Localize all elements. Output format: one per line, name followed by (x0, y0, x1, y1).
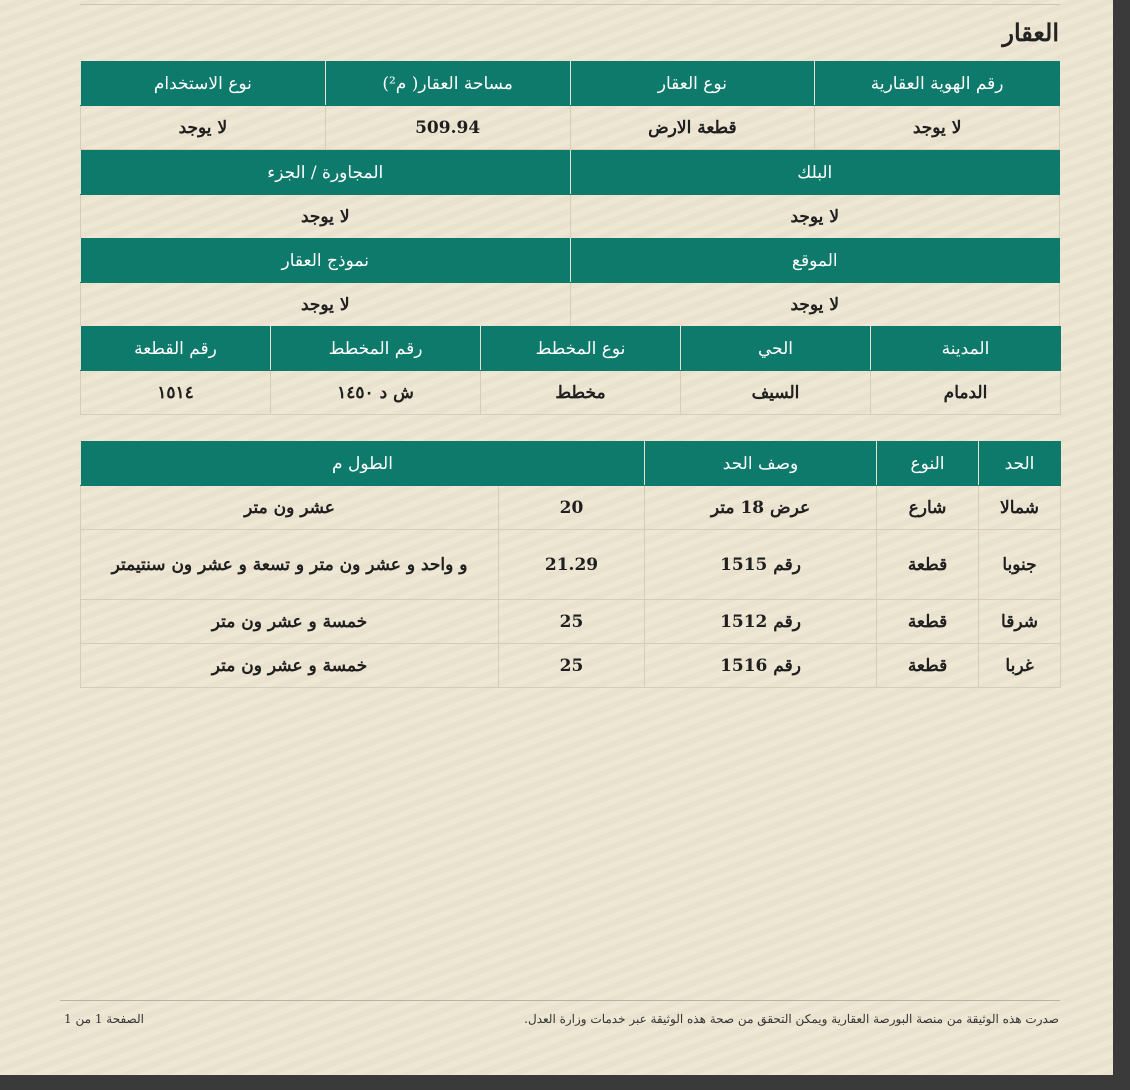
value-property-model: لا يوجد (81, 283, 571, 327)
previous-table-edge (80, 0, 1060, 5)
table-row (81, 644, 1061, 688)
boundary-length: 25 (499, 600, 645, 644)
header-property-id: رقم الهوية العقارية (815, 62, 1060, 106)
boundary-length: 25 (499, 644, 645, 688)
value-property-id: لا يوجد (815, 106, 1060, 150)
location-table (80, 238, 1060, 327)
header-length: الطول م (81, 442, 645, 486)
header-city: المدينة (871, 327, 1061, 371)
boundary-type: قطعة (877, 644, 979, 688)
header-boundary: الحد (979, 442, 1061, 486)
city-plan-table (80, 326, 1061, 415)
boundary-type: قطعة (877, 600, 979, 644)
table-row (81, 600, 1061, 644)
header-district: الحي (681, 327, 871, 371)
footer-note: صدرت هذه الوثيقة من منصة البورصة العقارية ويمكن التحقق من صحة هذه الوثيقة عبر خدمات وزارة العدل. (524, 1012, 1059, 1026)
boundary-length: 21.29 (499, 530, 645, 600)
boundary-side: غربا (979, 644, 1061, 688)
value-district: السيف (681, 371, 871, 415)
boundary-side: شرقا (979, 600, 1061, 644)
header-boundary-desc: وصف الحد (645, 442, 877, 486)
table-row (81, 486, 1061, 530)
footer-divider (60, 1000, 1060, 1001)
value-plan-type: مخطط (481, 371, 681, 415)
boundary-type: قطعة (877, 530, 979, 600)
value-neighborhood-part: لا يوجد (81, 195, 571, 239)
header-property-area: مساحة العقار( م²) (325, 62, 570, 106)
header-plan-number: رقم المخطط (271, 327, 481, 371)
boundary-side: جنوبا (979, 530, 1061, 600)
value-property-area: 509.94 (325, 106, 570, 150)
header-neighborhood-part: المجاورة / الجزء (81, 151, 571, 195)
boundaries-table (80, 441, 1061, 688)
value-block: لا يوجد (570, 195, 1060, 239)
boundary-length-words: عشر ون متر (81, 486, 499, 530)
table-row (81, 530, 1061, 600)
boundary-desc: عرض 18 متر (645, 486, 877, 530)
boundary-desc: رقم 1516 (645, 644, 877, 688)
boundary-side: شمالا (979, 486, 1061, 530)
page-number: الصفحة 1 من 1 (64, 1012, 144, 1026)
header-property-model: نموذج العقار (81, 239, 571, 283)
boundary-type: شارع (877, 486, 979, 530)
boundary-desc: رقم 1512 (645, 600, 877, 644)
value-property-type: قطعة الارض (570, 106, 815, 150)
header-plot-number: رقم القطعة (81, 327, 271, 371)
boundary-length-words: و واحد و عشر ون متر و تسعة و عشر ون سنتيمتر (81, 530, 499, 600)
header-plan-type: نوع المخطط (481, 327, 681, 371)
header-type: النوع (877, 442, 979, 486)
value-plan-number: ش د ١٤٥٠ (271, 371, 481, 415)
boundary-length: 20 (499, 486, 645, 530)
boundary-length-words: خمسة و عشر ون متر (81, 644, 499, 688)
boundary-desc: رقم 1515 (645, 530, 877, 600)
header-location: الموقع (570, 239, 1060, 283)
value-plot-number: ١٥١٤ (81, 371, 271, 415)
header-property-type: نوع العقار (570, 62, 815, 106)
property-info-table (80, 61, 1060, 150)
section-title: العقار (1002, 18, 1059, 47)
boundary-length-words: خمسة و عشر ون متر (81, 600, 499, 644)
value-city: الدمام (871, 371, 1061, 415)
value-location: لا يوجد (570, 283, 1060, 327)
block-table (80, 150, 1060, 239)
header-usage-type: نوع الاستخدام (81, 62, 326, 106)
value-usage-type: لا يوجد (81, 106, 326, 150)
header-block: البلك (570, 151, 1060, 195)
